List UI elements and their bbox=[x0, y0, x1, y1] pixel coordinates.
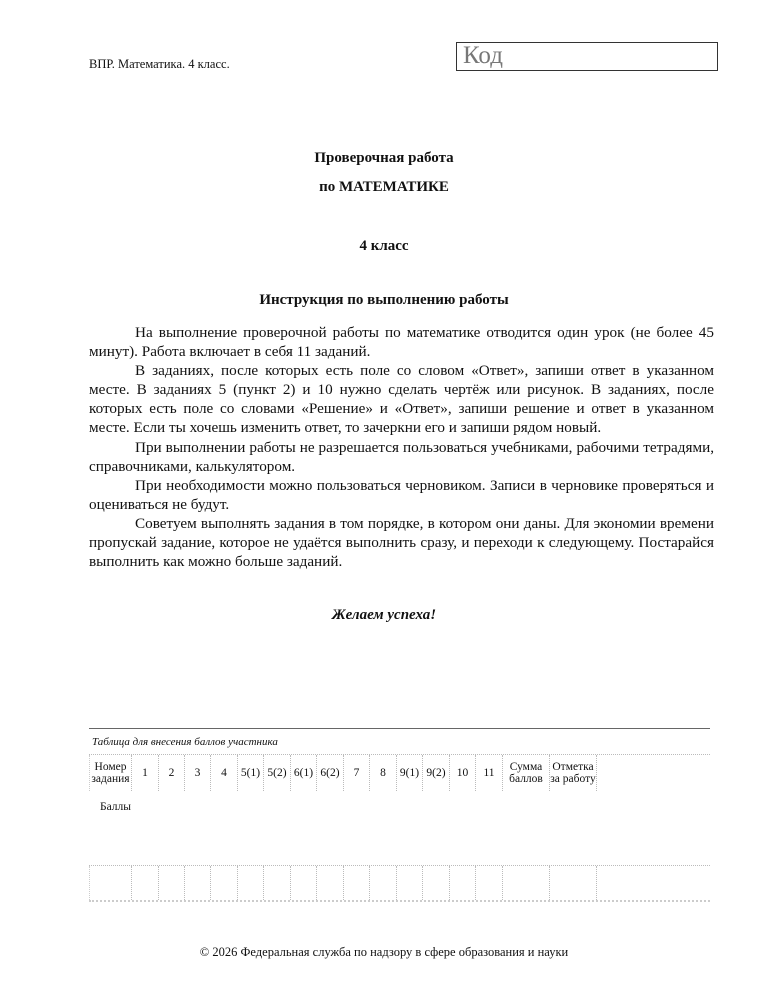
code-label: Код bbox=[463, 42, 503, 69]
score-entry-cell[interactable] bbox=[476, 866, 503, 900]
score-entry-cell[interactable] bbox=[264, 866, 291, 900]
score-table-header-cell: 4 bbox=[211, 755, 238, 791]
score-entry-cell[interactable] bbox=[132, 866, 159, 900]
score-table-header-cell: 6(1) bbox=[291, 755, 317, 791]
score-table-header-cell: 6(2) bbox=[317, 755, 344, 791]
score-table-header-cell: 3 bbox=[185, 755, 211, 791]
instruction-paragraph: В заданиях, после которых есть поле со словом «Ответ», запиши ответ в указанном месте. В заданиях 5 (пункт 2) и 10 нужно сделать чертёж или рисунок. В заданиях, после которых есть поле со словами «Решение» и «Ответ», запиши решение и ответ в указанном месте. Если ты хочешь изменить ответ, то зачеркни его и запиши рядом новый. bbox=[89, 362, 714, 437]
good-luck-wish: Желаем успеха! bbox=[331, 607, 437, 623]
title-line1: Проверочная работа bbox=[314, 150, 454, 166]
score-table-header-cell: 5(2) bbox=[264, 755, 291, 791]
score-entry-cell[interactable] bbox=[423, 866, 450, 900]
score-entry-cell[interactable] bbox=[370, 866, 397, 900]
instruction-paragraph: При выполнении работы не разрешается пользоваться учебниками, рабочими тетрадями, справочниками, калькулятором. bbox=[89, 438, 714, 475]
divider bbox=[89, 728, 710, 729]
score-table-header-cell: Сумма баллов bbox=[503, 755, 550, 791]
instruction-paragraph: При необходимости можно пользоваться черновиком. Записи в черновике проверяться и оцениваться не будут. bbox=[89, 476, 714, 513]
score-table-header-cell: 10 bbox=[450, 755, 476, 791]
score-entry-cell[interactable] bbox=[503, 866, 550, 900]
score-entry-cell[interactable] bbox=[159, 866, 185, 900]
score-table-header-cell: 1 bbox=[132, 755, 159, 791]
score-entry-cell[interactable] bbox=[317, 866, 344, 900]
copyright-footer: © 2026 Федеральная служба по надзору в сфере образования и науки bbox=[199, 945, 569, 959]
score-table-header-cell: Отметка за работу bbox=[550, 755, 597, 791]
title-line2: по МАТЕМАТИКЕ bbox=[319, 179, 449, 195]
score-entry-cell[interactable] bbox=[450, 866, 476, 900]
code-field[interactable] bbox=[456, 42, 718, 71]
grade-label: 4 класс bbox=[359, 238, 409, 254]
score-entry-cell[interactable] bbox=[344, 866, 370, 900]
score-entry-cell[interactable] bbox=[550, 866, 597, 900]
score-entry-cell[interactable] bbox=[397, 866, 423, 900]
score-entry-cell[interactable] bbox=[185, 866, 211, 900]
score-table-header-cell: 9(1) bbox=[397, 755, 423, 791]
score-entry-cell[interactable] bbox=[89, 866, 132, 900]
instructions-body bbox=[89, 323, 714, 571]
score-entry-cell[interactable] bbox=[211, 866, 238, 900]
header-subject: ВПР. Математика. 4 класс. bbox=[89, 57, 230, 71]
score-table-header-cell: 11 bbox=[476, 755, 503, 791]
instruction-paragraph: На выполнение проверочной работы по математике отводится один урок (не более 45 минут). Работа включает в себя 11 заданий. bbox=[89, 324, 714, 361]
score-table-header-cell: 8 bbox=[370, 755, 397, 791]
score-table-header-cell: Номер задания bbox=[89, 755, 132, 791]
score-table-entry-row bbox=[89, 865, 710, 902]
instruction-paragraph: Советуем выполнять задания в том порядке, в котором они даны. Для экономии времени пропускай задание, которое не удаётся выполнить сразу, и переходи к следующему. Постарайся выполнить как можно больше заданий. bbox=[89, 514, 714, 571]
score-table-header-cell: 9(2) bbox=[423, 755, 450, 791]
score-entry-cell[interactable] bbox=[238, 866, 264, 900]
score-table-header-cell: 5(1) bbox=[238, 755, 264, 791]
scores-row-label: Баллы bbox=[100, 801, 132, 813]
score-entry-cell[interactable] bbox=[291, 866, 317, 900]
score-table-header-cell: 2 bbox=[159, 755, 185, 791]
score-table-header-cell: 7 bbox=[344, 755, 370, 791]
score-table-caption: Таблица для внесения баллов участника bbox=[92, 736, 278, 748]
instructions-heading: Инструкция по выполнению работы bbox=[259, 292, 509, 308]
score-table-header bbox=[89, 754, 710, 791]
